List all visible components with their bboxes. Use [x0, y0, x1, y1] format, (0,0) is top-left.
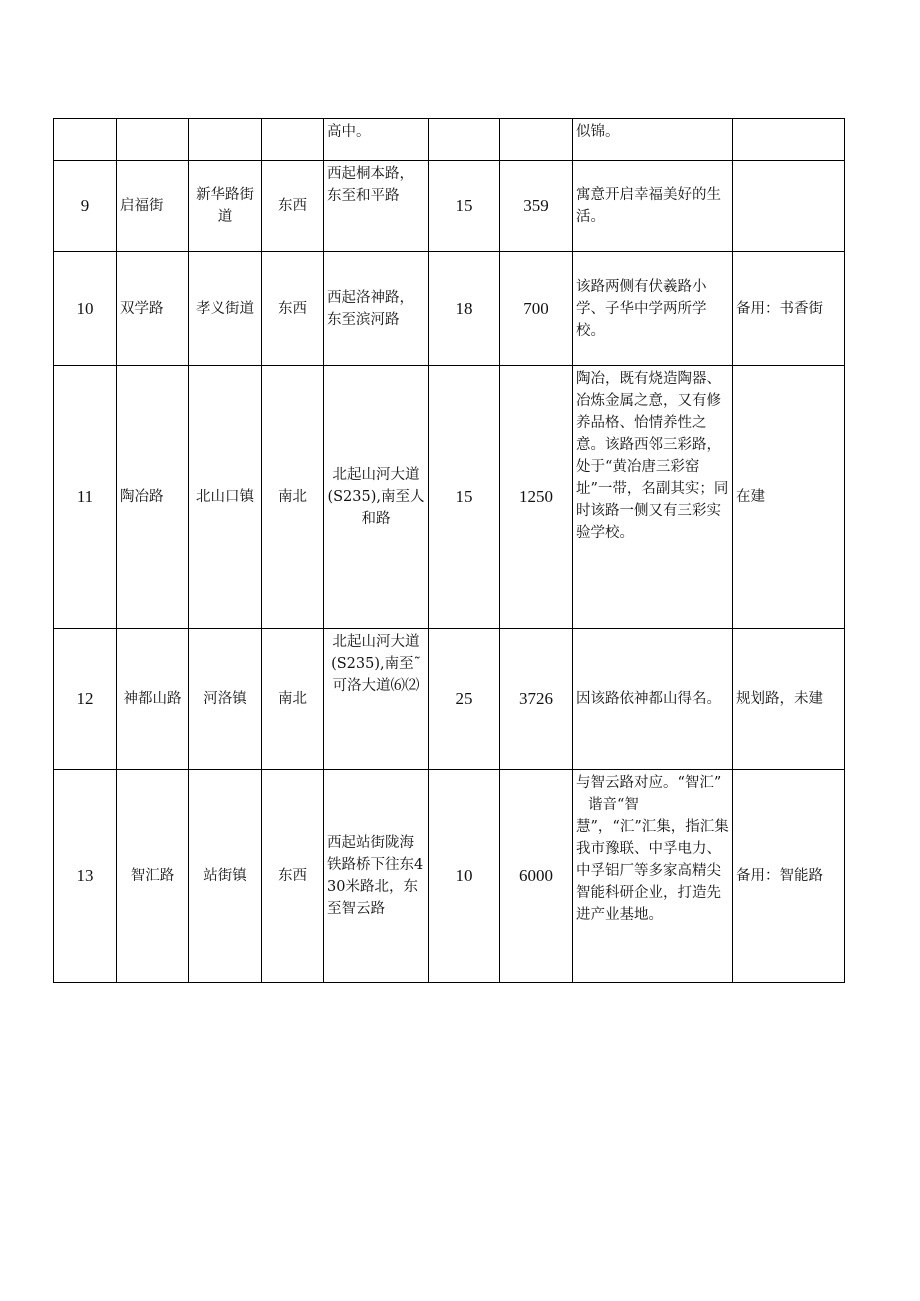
note-cell: [733, 119, 845, 161]
direction-cell: 南北: [262, 366, 324, 629]
table-row: [54, 629, 845, 770]
route-cell: 西起站街陇海铁路桥下往东430米路北，东至智云路: [324, 770, 429, 983]
table-row: [54, 119, 845, 161]
note-cell: 规划路，未建: [733, 629, 845, 770]
route-cell: 西起桐本路，东至和平路: [324, 161, 429, 252]
meaning-cell: 因该路依神都山得名。: [573, 629, 733, 770]
seq-cell: 9: [54, 161, 117, 252]
note-cell: 在建: [733, 366, 845, 629]
route-line: 北起山河大道: [332, 634, 420, 650]
district-cell: [189, 119, 262, 161]
direction-cell: 东西: [262, 770, 324, 983]
meaning-line: 谐音“智: [588, 797, 639, 813]
seq-cell: 12: [54, 629, 117, 770]
table-row: [54, 770, 845, 983]
table-row: [54, 161, 845, 252]
route-cell: 西起洛神路，东至滨河路: [324, 252, 429, 366]
seq-cell: 13: [54, 770, 117, 983]
length-cell: 359: [500, 161, 573, 252]
note-cell: 备用：智能路: [733, 770, 845, 983]
meaning-cell: [573, 770, 733, 983]
road-naming-table: [53, 118, 845, 983]
district-cell: 站街镇: [189, 770, 262, 983]
road-name-cell: 神都山路: [117, 629, 189, 770]
width-cell: 15: [429, 161, 500, 252]
width-cell: 10: [429, 770, 500, 983]
width-cell: [429, 119, 500, 161]
note-cell: 备用：书香街: [733, 252, 845, 366]
length-cell: [500, 119, 573, 161]
district-cell: 新华路街道: [189, 161, 262, 252]
width-cell: 25: [429, 629, 500, 770]
road-name-cell: 智汇路: [117, 770, 189, 983]
meaning-line: 慧”，“汇”汇集，指汇集我市豫联、中孚电力、中孚铝厂等多家高精尖智能科研企业，打造先进产业基地。: [576, 819, 729, 923]
meaning-cell: 陶冶，既有烧造陶器、冶炼金属之意，又有修养品格、怡情养性之意。该路西邻三彩路，处于“黄冶唐三彩窑址”一带，名副其实；同时该路一侧又有三彩实验学校。: [573, 366, 733, 629]
road-name-cell: 双学路: [117, 252, 189, 366]
meaning-cell: 似锦。: [573, 119, 733, 161]
table-row: [54, 252, 845, 366]
district-cell: 孝义街道: [189, 252, 262, 366]
note-cell: [733, 161, 845, 252]
length-cell: 1250: [500, 366, 573, 629]
length-cell: 6000: [500, 770, 573, 983]
road-name-cell: [117, 119, 189, 161]
width-cell: 15: [429, 366, 500, 629]
district-cell: 北山口镇: [189, 366, 262, 629]
seq-cell: [54, 119, 117, 161]
length-cell: 700: [500, 252, 573, 366]
meaning-cell: 该路两侧有伏羲路小学、子华中学两所学校。: [573, 252, 733, 366]
route-line: (S235),南至˜: [331, 656, 421, 672]
direction-cell: 东西: [262, 161, 324, 252]
seq-cell: 11: [54, 366, 117, 629]
route-cell: 高中。: [324, 119, 429, 161]
meaning-cell: 寓意开启幸福美好的生活。: [573, 161, 733, 252]
seq-cell: 10: [54, 252, 117, 366]
road-name-cell: 陶冶路: [117, 366, 189, 629]
route-cell: 北起山河大道(S235),南至人和路: [324, 366, 429, 629]
road-name-cell: 启福街: [117, 161, 189, 252]
district-cell: 河洛镇: [189, 629, 262, 770]
table-row: [54, 366, 845, 629]
direction-cell: 东西: [262, 252, 324, 366]
direction-cell: 南北: [262, 629, 324, 770]
width-cell: 18: [429, 252, 500, 366]
direction-cell: [262, 119, 324, 161]
length-cell: 3726: [500, 629, 573, 770]
route-cell: [324, 629, 429, 770]
route-line: 可洛大道⑹⑵: [332, 678, 420, 694]
meaning-line: 与智云路对应。“智汇”: [576, 775, 722, 791]
